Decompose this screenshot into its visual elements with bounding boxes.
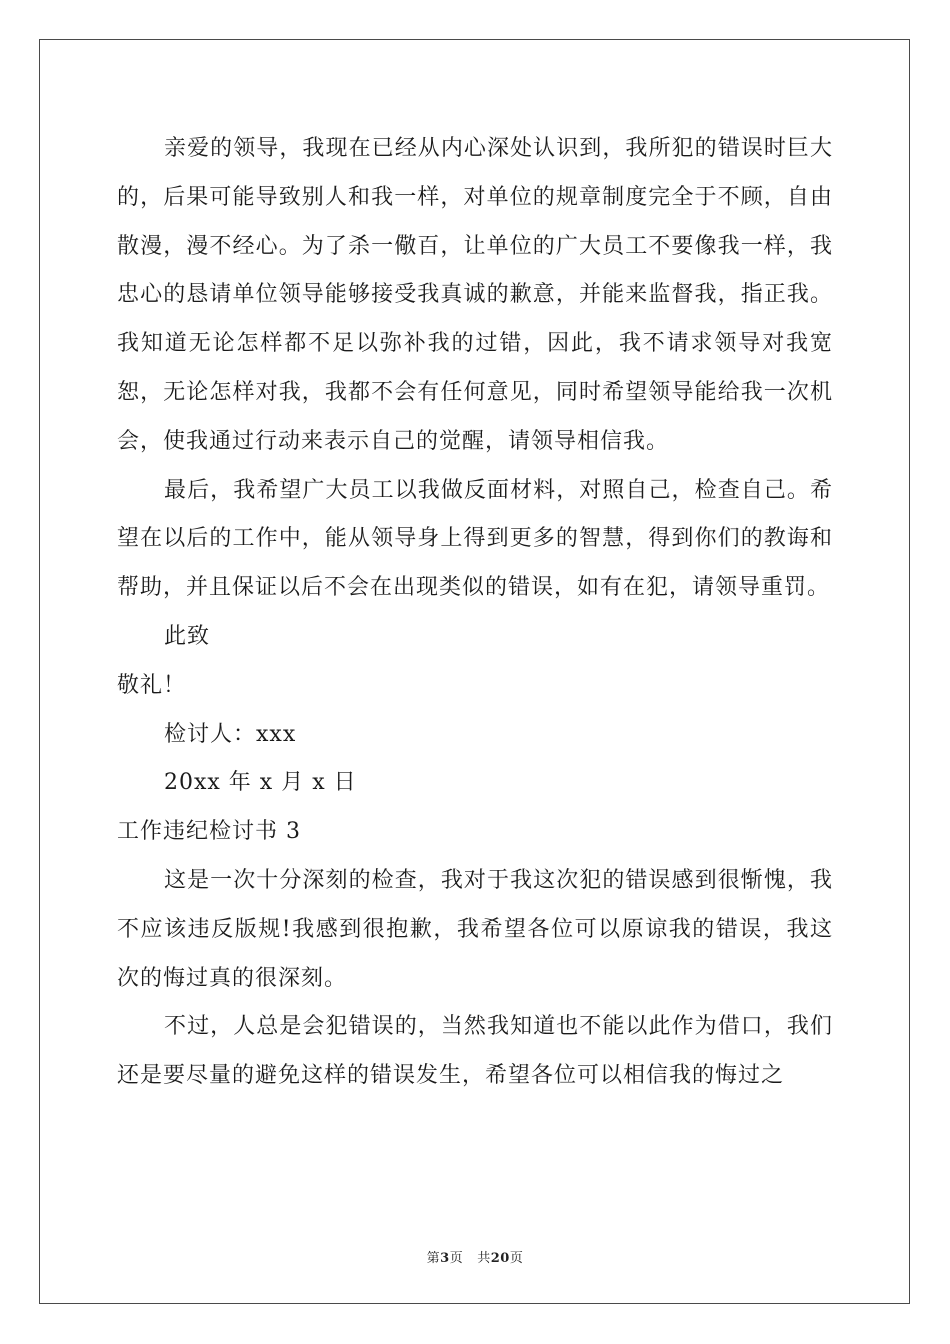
closing-regards: 敬礼！	[117, 672, 187, 698]
paragraph-apology: 亲爱的领导，我现在已经从内心深处认识到，我所犯的错误时巨大的，后果可能导致别人和我一样，对单位的规章制度完全于不顾，自由散漫，漫不经心。为了杀一儆百，让单位的广大员工不要像我一样，我忠心的恳请单位领导能够接受我真诚的歉意，并能来监督我，指正我。我知道无论怎样都不足以弥补我的过错，因此，我不请求领导对我宽恕，无论怎样对我，我都不会有任何意见，同时希望领导能给我一次机会，使我通过行动来表示自己的觉醒，请领导相信我。	[117, 136, 833, 454]
date-line: 20xx 年 x 月 x 日	[164, 770, 357, 796]
paragraph-conclusion: 最后，我希望广大员工以我做反面材料，对照自己，检查自己。希望在以后的工作中，能从领导身上得到更多的智慧，得到你们的教诲和帮助，并且保证以后不会在出现类似的错误，如有在犯，请领导重罚。	[117, 477, 833, 601]
closing-salutation: 此致	[164, 623, 211, 649]
total-suffix: 页	[509, 1251, 524, 1266]
total-pages: 20	[490, 1251, 510, 1266]
page-suffix: 页	[449, 1251, 464, 1266]
paragraph-continuation: 不过，人总是会犯错误的，当然我知道也不能以此作为借口，我们还是要尽量的避免这样的错误发生，希望各位可以相信我的悔过之	[117, 1014, 833, 1089]
document-body	[117, 125, 833, 1101]
signature-line: 检讨人：xxx	[164, 721, 297, 747]
section-title: 工作违纪检讨书 3	[117, 819, 301, 845]
page-footer	[0, 1247, 950, 1266]
page-number: 3	[440, 1251, 450, 1266]
paragraph-reflection: 这是一次十分深刻的检查，我对于我这次犯的错误感到很惭愧，我不应该违反版规!我感到很抱歉，我希望各位可以原谅我的错误，我这次的悔过真的很深刻。	[117, 867, 833, 991]
page-prefix: 第	[426, 1251, 441, 1266]
total-prefix: 共	[477, 1251, 491, 1266]
